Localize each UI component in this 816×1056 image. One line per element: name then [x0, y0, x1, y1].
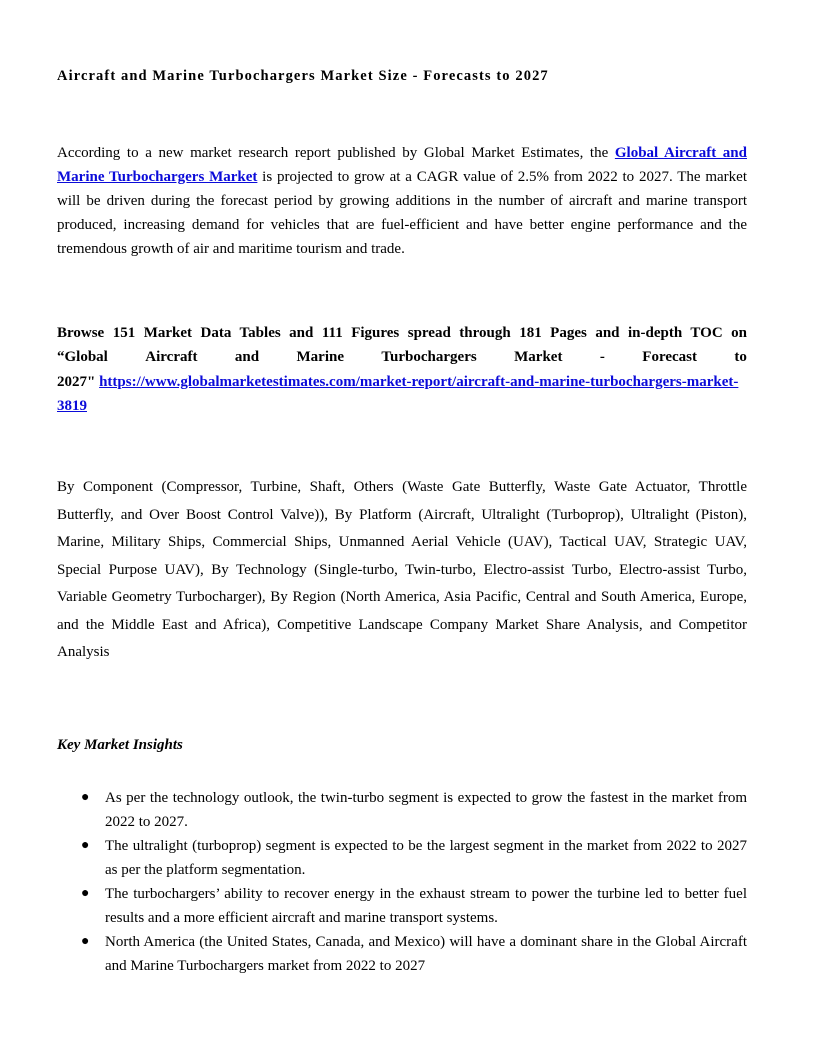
browse-word: Aircraft	[145, 349, 198, 366]
browse-line-1-text: Browse 151 Market Data Tables and 111 Figures spread through 181 Pages and in-depth TOC on	[57, 325, 747, 341]
intro-lead-text: According to a new market research report published by Global Market Estimates, the	[57, 145, 615, 161]
browse-word: Market	[514, 349, 563, 366]
bullet-icon: ●	[81, 934, 90, 949]
browse-word: and	[234, 349, 260, 366]
browse-line-1	[57, 321, 747, 345]
browse-line-3	[57, 370, 747, 419]
bullet-icon: ●	[81, 838, 90, 853]
browse-word: Marine	[296, 349, 344, 366]
list-item	[57, 786, 747, 834]
browse-word: to	[734, 349, 747, 366]
key-market-insights-heading: Key Market Insights	[57, 737, 183, 753]
segmentation-paragraph: By Component (Compressor, Turbine, Shaft, Others (Waste Gate Butterfly, Waste Gate Actuator, Throttle Butterfly, and Over Boost Control Valve)), By Platform (Aircraft, Ultralight (Turboprop), Ultralight (Piston), Marine, Military Ships, Commercial Ships, Unmanned Aerial Vehicle (UAV), Tactical UAV, Strategic UAV, Special Purpose UAV), By Technology (Single-turbo, Twin-turbo, Electro-assist Turbo, Electro-assist Turbo, Variable Geometry Turbocharger), By Region (North America, Asia Pacific, Central and South America, Europe, and the Middle East and Africa), Competitive Landscape Company Market Share Analysis, and Competitor Analysis	[57, 479, 747, 660]
insight-text: As per the technology outlook, the twin-turbo segment is expected to grow the fastest in the market from 2022 to 2027.	[105, 790, 747, 830]
list-item	[57, 834, 747, 882]
intro-rest-text: is projected to grow at a CAGR value of 2.5% from 2022 to 2027. The market will be driven during the forecast period by growing additions in the number of aircraft and marine transport produced, increasing demand for vehicles that are fuel-efficient and have better engine performance and the tremendous growth of air and maritime tourism and trade.	[57, 169, 747, 257]
list-item	[57, 930, 747, 978]
insight-text: The ultralight (turboprop) segment is expected to be the largest segment in the market from 2022 to 2027 as per the platform segmentation.	[105, 838, 747, 878]
bullet-icon: ●	[81, 886, 90, 901]
browse-line-2	[57, 345, 747, 369]
browse-word: Forecast	[642, 349, 697, 366]
insights-list	[57, 786, 747, 978]
intro-paragraph	[57, 141, 747, 261]
browse-year-prefix: 2027"	[57, 373, 100, 390]
document-title: Aircraft and Marine Turbochargers Market Size - Forecasts to 2027	[57, 68, 549, 84]
browse-word: “Global	[57, 349, 108, 366]
insight-text: The turbochargers’ ability to recover energy in the exhaust stream to power the turbine led to better fuel results and a more efficient aircraft and marine transport systems.	[105, 886, 747, 926]
market-report-link[interactable]: Global Aircraft and Marine Turbochargers Market	[57, 145, 747, 185]
insight-text: North America (the United States, Canada, and Mexico) will have a dominant share in the Global Aircraft and Marine Turbochargers market from 2022 to 2027	[105, 934, 747, 974]
browse-word: -	[599, 349, 605, 366]
report-url-link[interactable]: https://www.globalmarketestimates.com/market-report/aircraft-and-marine-turbochargers-market-3819	[57, 373, 739, 414]
bullet-icon: ●	[81, 790, 90, 805]
list-item	[57, 882, 747, 930]
browse-paragraph	[57, 321, 747, 418]
browse-word: Turbochargers	[381, 349, 477, 366]
